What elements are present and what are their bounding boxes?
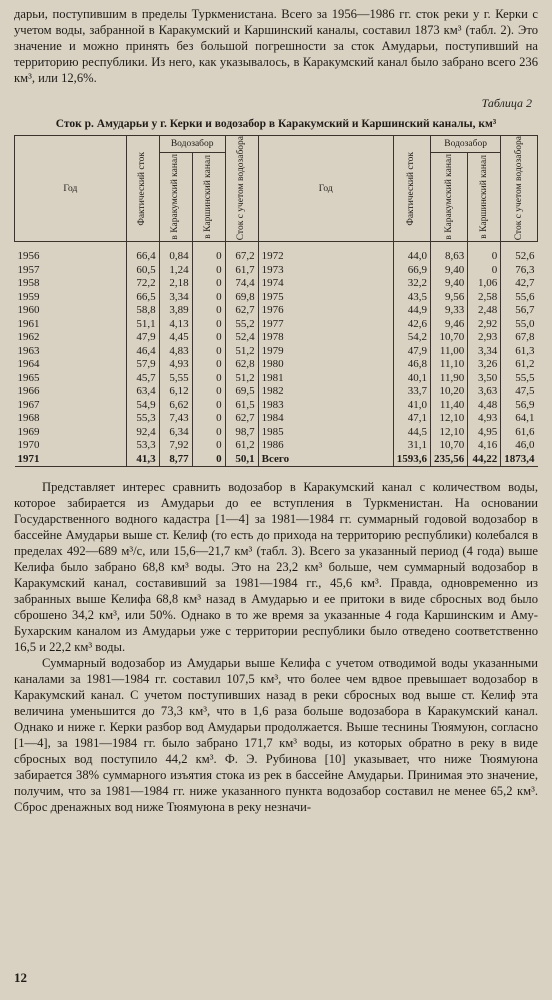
karshi-cell: 2,58 bbox=[468, 291, 501, 305]
total-cell: 46,0 bbox=[501, 439, 538, 453]
karshi-cell: 0 bbox=[192, 439, 225, 453]
total-cell: 64,1 bbox=[501, 412, 538, 426]
karshi-cell: 0 bbox=[468, 264, 501, 278]
table-row bbox=[15, 345, 538, 359]
total-cell: 98,7 bbox=[225, 426, 258, 440]
karakum-cell: 11,90 bbox=[431, 372, 468, 386]
karshi-cell: 0 bbox=[192, 318, 225, 332]
flow-table bbox=[14, 135, 538, 467]
total-cell: 67,8 bbox=[501, 331, 538, 345]
total-cell: 47,5 bbox=[501, 385, 538, 399]
total-cell: 61,2 bbox=[225, 439, 258, 453]
total-cell: 55,5 bbox=[501, 372, 538, 386]
table-caption: Сток р. Амударьи у г. Керки и водозабор в Каракумский и Каршинский каналы, км³ bbox=[55, 118, 497, 130]
karshi-cell: 0 bbox=[192, 399, 225, 413]
karshi-cell: 0 bbox=[192, 304, 225, 318]
karshi-cell: 0 bbox=[192, 291, 225, 305]
karakum-cell: 4,45 bbox=[159, 331, 192, 345]
total-cell: 62,7 bbox=[225, 412, 258, 426]
total-cell: 1873,4 bbox=[501, 453, 538, 467]
karshi-cell: 4,16 bbox=[468, 439, 501, 453]
karakum-cell: 235,56 bbox=[431, 453, 468, 467]
flow-cell: 53,3 bbox=[126, 439, 159, 453]
table-row bbox=[15, 385, 538, 399]
total-label-cell: Всего bbox=[258, 453, 393, 467]
flow-cell: 46,8 bbox=[393, 358, 430, 372]
karakum-cell: 4,83 bbox=[159, 345, 192, 359]
flow-cell: 44,5 bbox=[393, 426, 430, 440]
header-actual-flow: Фактический сток bbox=[126, 136, 159, 242]
year-cell: 1972 bbox=[258, 242, 393, 264]
total-cell: 69,8 bbox=[225, 291, 258, 305]
karakum-cell: 6,12 bbox=[159, 385, 192, 399]
year-cell: 1959 bbox=[17, 290, 40, 303]
year-cell: 1985 bbox=[258, 426, 393, 440]
karshi-cell: 0 bbox=[192, 345, 225, 359]
intro-paragraph: дарьи, поступившим в пределы Туркменистана. Всего за 1956—1986 гг. сток реки у г. Керки с учетом воды, забранной в Каракумский и Каршинский каналы, составил 1873 км³ (табл. 2). Это значение и можно принять без большой погрешности за сток Амударьи, поступивший на территорию республики. Из него, как указывалось, в Каракумский канал было забрано всего 236 км³, или 12,6%. bbox=[14, 7, 538, 85]
table-row bbox=[15, 277, 538, 291]
table-row bbox=[15, 304, 538, 318]
header-actual-flow-2: Фактический сток bbox=[393, 136, 430, 242]
flow-cell: 41,0 bbox=[393, 399, 430, 413]
karakum-cell: 12,10 bbox=[431, 426, 468, 440]
header-year-2: Год bbox=[258, 136, 393, 242]
year-cell: 1962 bbox=[17, 331, 40, 343]
flow-cell: 54,9 bbox=[126, 399, 159, 413]
flow-cell: 33,7 bbox=[393, 385, 430, 399]
table-row bbox=[15, 291, 538, 305]
flow-cell: 51,1 bbox=[126, 318, 159, 332]
flow-cell: 46,4 bbox=[126, 345, 159, 359]
total-cell: 42,7 bbox=[501, 277, 538, 291]
karshi-cell: 0 bbox=[192, 358, 225, 372]
karshi-cell: 0 bbox=[192, 453, 225, 467]
flow-cell: 66,9 bbox=[393, 264, 430, 278]
year-cell: 1968 bbox=[17, 412, 40, 424]
flow-table-body bbox=[15, 242, 538, 467]
karakum-cell: 2,18 bbox=[159, 277, 192, 291]
karshi-cell: 0 bbox=[192, 426, 225, 440]
year-cell: 1966 bbox=[17, 385, 40, 397]
table-row bbox=[15, 264, 538, 278]
year-cell: 1981 bbox=[258, 372, 393, 386]
karakum-cell: 11,40 bbox=[431, 399, 468, 413]
year-cell: 1967 bbox=[17, 398, 40, 411]
karshi-cell: 0 bbox=[192, 385, 225, 399]
header-karshi-canal-2: в Каршинский канал bbox=[468, 153, 501, 242]
table-row bbox=[15, 358, 538, 372]
flow-cell: 47,9 bbox=[126, 331, 159, 345]
karshi-cell: 0 bbox=[192, 277, 225, 291]
karshi-cell: 0 bbox=[192, 372, 225, 386]
flow-cell: 92,4 bbox=[126, 426, 159, 440]
table-row bbox=[15, 372, 538, 386]
karakum-cell: 4,93 bbox=[159, 358, 192, 372]
total-cell: 50,1 bbox=[225, 453, 258, 467]
total-cell: 61,6 bbox=[501, 426, 538, 440]
header-flow-with-intake: Сток с учетом водозабора bbox=[225, 136, 258, 242]
total-cell: 67,2 bbox=[225, 242, 258, 264]
karshi-cell: 4,48 bbox=[468, 399, 501, 413]
karshi-cell: 0 bbox=[192, 412, 225, 426]
total-cell: 51,2 bbox=[225, 372, 258, 386]
header-year: Год bbox=[15, 136, 127, 242]
table-row bbox=[15, 439, 538, 453]
karshi-cell: 3,26 bbox=[468, 358, 501, 372]
karakum-cell: 3,89 bbox=[159, 304, 192, 318]
flow-cell: 43,5 bbox=[393, 291, 430, 305]
table-row bbox=[15, 318, 538, 332]
total-cell: 55,0 bbox=[501, 318, 538, 332]
karakum-cell: 9,40 bbox=[431, 264, 468, 278]
karshi-cell: 0 bbox=[192, 264, 225, 278]
header-karshi-canal: в Каршинский канал bbox=[192, 153, 225, 242]
flow-cell: 42,6 bbox=[393, 318, 430, 332]
karshi-cell: 2,92 bbox=[468, 318, 501, 332]
karakum-cell: 11,10 bbox=[431, 358, 468, 372]
flow-cell: 47,1 bbox=[393, 412, 430, 426]
flow-cell: 32,2 bbox=[393, 277, 430, 291]
karakum-cell: 10,70 bbox=[431, 331, 468, 345]
year-cell: 1980 bbox=[258, 358, 393, 372]
year-cell: 1965 bbox=[17, 371, 40, 384]
total-cell: 61,7 bbox=[225, 264, 258, 278]
year-cell: 1961 bbox=[17, 317, 40, 330]
karakum-cell: 11,00 bbox=[431, 345, 468, 359]
year-cell: 1956 bbox=[17, 250, 40, 262]
karshi-cell: 2,48 bbox=[468, 304, 501, 318]
karakum-cell: 4,13 bbox=[159, 318, 192, 332]
karshi-cell: 0 bbox=[468, 242, 501, 264]
total-cell: 52,4 bbox=[225, 331, 258, 345]
karakum-cell: 9,46 bbox=[431, 318, 468, 332]
year-cell: 1963 bbox=[17, 344, 40, 357]
karakum-cell: 9,56 bbox=[431, 291, 468, 305]
total-cell: 61,5 bbox=[225, 399, 258, 413]
header-water-intake-2: Водозабор bbox=[431, 136, 501, 153]
table-row-total bbox=[15, 453, 538, 467]
total-cell: 52,6 bbox=[501, 242, 538, 264]
karshi-cell: 3,34 bbox=[468, 345, 501, 359]
year-cell: 1974 bbox=[258, 277, 393, 291]
karshi-cell: 2,93 bbox=[468, 331, 501, 345]
year-cell: 1986 bbox=[258, 439, 393, 453]
table-label: Таблица 2 bbox=[481, 96, 532, 110]
year-cell: 1971 bbox=[15, 453, 127, 467]
year-cell: 1984 bbox=[258, 412, 393, 426]
karakum-cell: 10,70 bbox=[431, 439, 468, 453]
year-cell: 1979 bbox=[258, 345, 393, 359]
karakum-cell: 12,10 bbox=[431, 412, 468, 426]
table-row bbox=[15, 331, 538, 345]
karshi-cell: 3,63 bbox=[468, 385, 501, 399]
flow-cell: 47,9 bbox=[393, 345, 430, 359]
flow-cell: 66,5 bbox=[126, 291, 159, 305]
total-cell: 76,3 bbox=[501, 264, 538, 278]
total-cell: 74,4 bbox=[225, 277, 258, 291]
karakum-cell: 8,77 bbox=[159, 453, 192, 467]
karshi-cell: 3,50 bbox=[468, 372, 501, 386]
total-cell: 61,3 bbox=[501, 345, 538, 359]
flow-cell: 58,8 bbox=[126, 304, 159, 318]
karshi-cell: 4,95 bbox=[468, 426, 501, 440]
flow-cell: 31,1 bbox=[393, 439, 430, 453]
header-karakum-canal: в Каракумский канал bbox=[159, 153, 192, 242]
karakum-cell: 3,34 bbox=[159, 291, 192, 305]
karshi-cell: 0 bbox=[192, 242, 225, 264]
table-row bbox=[15, 412, 538, 426]
year-cell: 1983 bbox=[258, 399, 393, 413]
header-flow-with-intake-2: Сток с учетом водозабора bbox=[501, 136, 538, 242]
flow-cell: 55,3 bbox=[126, 412, 159, 426]
total-cell: 56,9 bbox=[501, 399, 538, 413]
karshi-cell: 44,22 bbox=[468, 453, 501, 467]
header-karakum-canal-2: в Каракумский канал bbox=[431, 153, 468, 242]
table-row bbox=[15, 242, 538, 264]
karakum-cell: 1,24 bbox=[159, 264, 192, 278]
year-cell: 1982 bbox=[258, 385, 393, 399]
year-cell: 1973 bbox=[258, 264, 393, 278]
total-cell: 62,8 bbox=[225, 358, 258, 372]
total-cell: 56,7 bbox=[501, 304, 538, 318]
flow-cell: 44,0 bbox=[393, 242, 430, 264]
total-cell: 69,5 bbox=[225, 385, 258, 399]
year-cell: 1960 bbox=[17, 304, 40, 316]
table-row bbox=[15, 426, 538, 440]
year-cell: 1978 bbox=[258, 331, 393, 345]
table-row bbox=[15, 399, 538, 413]
karakum-cell: 6,34 bbox=[159, 426, 192, 440]
header-water-intake: Водозабор bbox=[159, 136, 225, 153]
flow-cell: 40,1 bbox=[393, 372, 430, 386]
karakum-cell: 7,92 bbox=[159, 439, 192, 453]
flow-cell: 60,5 bbox=[126, 264, 159, 278]
karshi-cell: 0 bbox=[192, 331, 225, 345]
paragraph-comparison: Представляет интерес сравнить водозабор в Каракумский канал с количеством воды, которое забирается из Амударьи до ее вступления в Туркменистан. На основании Государственного водного кадастра [1—4] за 1981—1984 гг. суммарный годовой водозабор в бассейне Амударьи выше ст. Келиф (то есть до прихода на территорию республики) колебался в пределах 492—689 м³/с, или 15,6—21,7 км³ (табл. 3). Всего за указанный период (4 года) выше Келифа было забрано 68,8 км³ воды. Это на 23,2 км³ больше, чем суммарный водозабор в Каракумский канал, составивший за 1981—1984 гг., 45,6 км³. Правда, одновременно из забранных выше Келифа 68,8 км³ назад в Амударью и ее притоки в виде сбросных вод было сброшено 34,2 км³, или 50%. Однако в то же время за указанные 4 года Каршинским и Аму-Бухарским каналом из Амударьи уже с территории республики было отведено соответственно 16,5 и 22,2 км³ воды. bbox=[14, 480, 538, 654]
flow-cell: 45,7 bbox=[126, 372, 159, 386]
flow-cell: 63,4 bbox=[126, 385, 159, 399]
flow-cell: 54,2 bbox=[393, 331, 430, 345]
year-cell: 1970 bbox=[17, 439, 40, 451]
year-cell: 1975 bbox=[258, 291, 393, 305]
paragraph-total-intake: Суммарный водозабор из Амударьи выше Келифа с учетом отводимой воды указанными каналами за 1981—1984 гг. составил 107,5 км³, что более чем вдвое превышает водозабор в Каракумский канал. С учетом поступивших назад в реки сбросных вод выше ст. Келиф эта величина уменьшится до 73,3 км³, что в 1,6 раза больше водозабора в Каракумский канал. Однако и ниже г. Керки разбор вод Амударьи продолжается. Выше теснины Тюямуюн, согласно [1—4], за 1981—1984 гг. было забрано 171,7 км³ воды, из которых обратно в реку в виде сбросных вод поступило 44,2 км³. Ф. Э. Рубинова [10] указывает, что ниже Тюямуюна забирается 38% суммарного изъятия стока из рек в бассейне Амударьи. Принимая это значение, получим, что за 1981—1984 гг. ниже указанного пункта водозабор составил не менее 65,2 км³. Сброс дренажных вод ниже Тюямуюна в реку незначи- bbox=[14, 656, 538, 814]
total-cell: 55,2 bbox=[225, 318, 258, 332]
total-cell: 55,6 bbox=[501, 291, 538, 305]
flow-cell: 72,2 bbox=[126, 277, 159, 291]
karakum-cell: 5,55 bbox=[159, 372, 192, 386]
flow-cell: 44,9 bbox=[393, 304, 430, 318]
year-cell: 1957 bbox=[17, 263, 40, 276]
karshi-cell: 1,06 bbox=[468, 277, 501, 291]
year-cell: 1964 bbox=[17, 358, 40, 370]
year-cell: 1958 bbox=[17, 277, 40, 289]
page-number: 12 bbox=[14, 970, 27, 985]
flow-cell: 57,9 bbox=[126, 358, 159, 372]
flow-cell: 66,4 bbox=[126, 242, 159, 264]
total-cell: 62,7 bbox=[225, 304, 258, 318]
karakum-cell: 10,20 bbox=[431, 385, 468, 399]
karshi-cell: 4,93 bbox=[468, 412, 501, 426]
flow-cell: 41,3 bbox=[126, 453, 159, 467]
year-cell: 1976 bbox=[258, 304, 393, 318]
karakum-cell: 9,40 bbox=[431, 277, 468, 291]
year-cell: 1969 bbox=[17, 425, 40, 438]
total-cell: 61,2 bbox=[501, 358, 538, 372]
year-cell: 1977 bbox=[258, 318, 393, 332]
karakum-cell: 9,33 bbox=[431, 304, 468, 318]
karakum-cell: 0,84 bbox=[159, 242, 192, 264]
flow-cell: 1593,6 bbox=[393, 453, 430, 467]
karakum-cell: 7,43 bbox=[159, 412, 192, 426]
total-cell: 51,2 bbox=[225, 345, 258, 359]
karakum-cell: 6,62 bbox=[159, 399, 192, 413]
karakum-cell: 8,63 bbox=[431, 242, 468, 264]
